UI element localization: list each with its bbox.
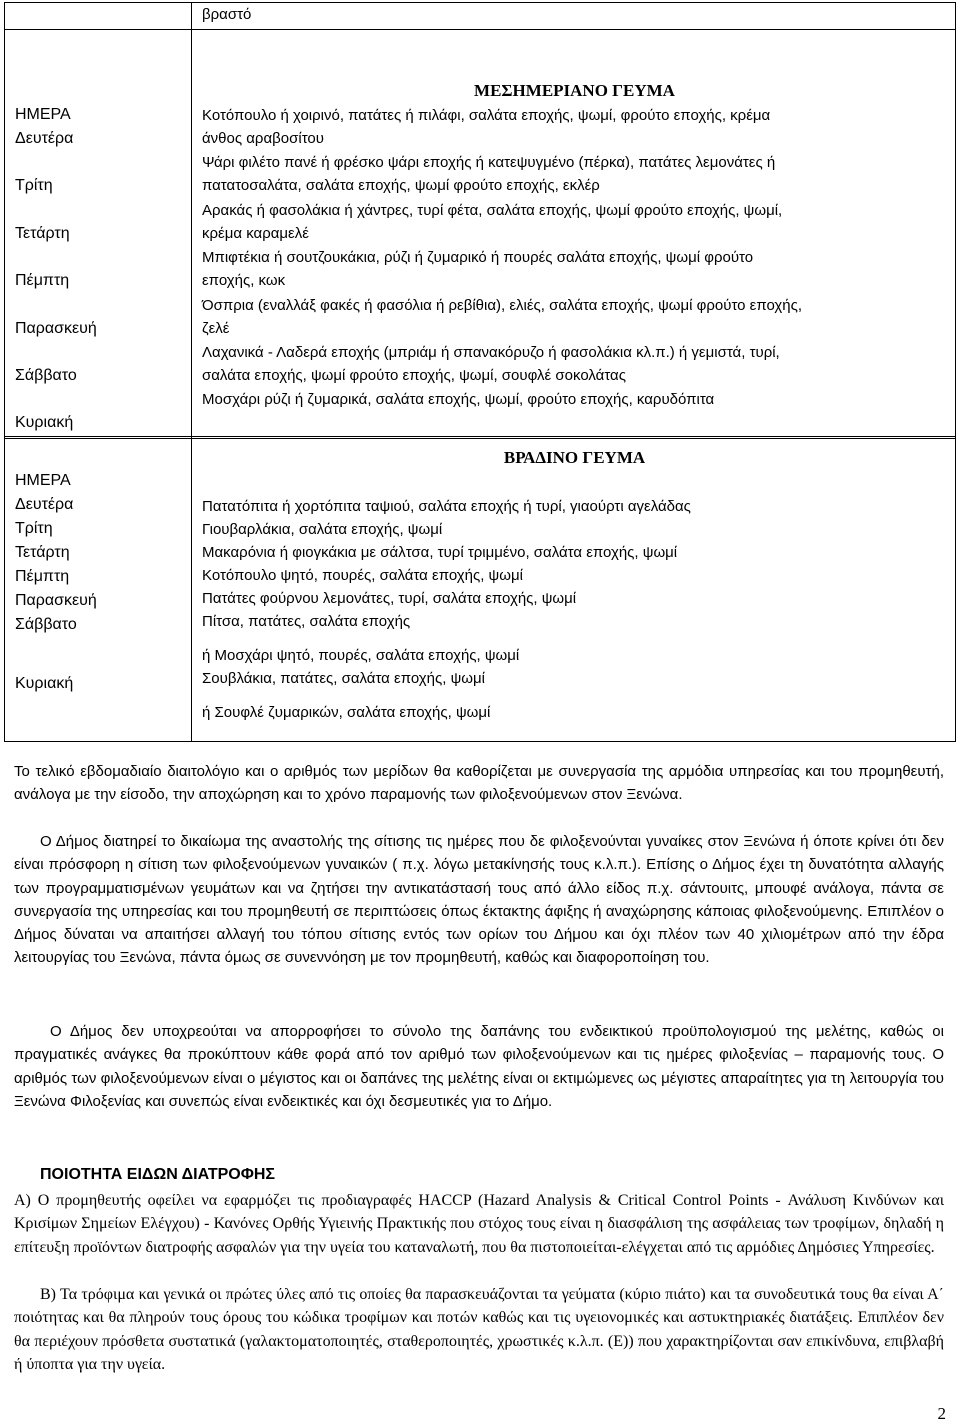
- dinner-meal: Μακαρόνια ή φιογκάκια με σάλτσα, τυρί τριμμένο, σαλάτα εποχής, ψωμί: [202, 544, 678, 561]
- stub-text: βραστό: [202, 6, 252, 23]
- lunch-meals-column: [192, 30, 956, 439]
- dinner-meal: Σουβλάκια, πατάτες, σαλάτα εποχής, ψωμί: [202, 670, 485, 687]
- paragraph-suspension: Ο Δήμος διατηρεί το δικαίωμα της αναστολής της σίτισης τις ημέρες που δε φιλοξενούνται γυναίκες στον Ξενώνα ή όποτε κρίνει ότι δεν είναι πρόσφορη η σίτιση των φιλοξενούμενων γυναικών ( π.χ. λόγω μετακίνησής τους κ.λ.π.). Επίσης ο Δήμος έχει τη δυνατότητα αλλαγής των προγραμματισμένων γευμάτων και να ζητήσει την αντικατάστασή τους από άλλο είδος π.χ. σάντουιτς, μπουφέ ανάλογα, πάντα σε συνεργασία της υπηρεσίας και του προμηθευτή σε περιπτώσεις όπως έκτακτης άφιξης ή αναχώρησης κάποιας φιλοξενούμενης. Επιπλέον ο Δήμος δύναται να απαιτήσει αλλαγή του τόπου σίτισης εντός των ορίων του Δήμου και όχι πλέον των 40 χιλιομέτρων από την έδρα λειτουργίας του Ξενώνα, πάντα όμως σε συνεννόηση με τον προμηθευτή, καθώς και διαφοροποίηση του.: [14, 833, 944, 967]
- lunch-row: [202, 104, 947, 151]
- lunch-meal-line: Ψάρι φιλέτο πανέ ή φρέσκο ψάρι εποχής ή κατεψυγμένο (πέρκα), πατάτες λεμονάτες ή: [202, 154, 776, 171]
- lunch-day: Παρασκευή: [15, 320, 97, 337]
- lunch-day-header: ΗΜΕΡΑ: [15, 106, 71, 123]
- lunch-meal-line: σαλάτα εποχής, ψωμί φρούτο εποχής, ψωμί, σουφλέ σοκολάτας: [202, 367, 626, 384]
- lunch-meal-line: Λαχανικά - Λαδερά εποχής (μπριάμ ή σπανακόρυζο ή φασολάκια κλ.π.) ή γεμιστά, τυρί,: [202, 344, 780, 361]
- dinner-day: Τετάρτη: [15, 544, 70, 561]
- lunch-row: [202, 341, 947, 388]
- dinner-meal: Πατάτες φούρνου λεμονάτες, τυρί, σαλάτα εποχής, ψωμί: [202, 590, 577, 607]
- dinner-days-column: [5, 437, 192, 742]
- dinner-meals-column: [192, 437, 956, 742]
- page-number: 2: [937, 1404, 946, 1423]
- lunch-stub-right: [192, 3, 956, 30]
- dinner-day: Τρίτη: [15, 520, 53, 537]
- lunch-row: [202, 151, 947, 199]
- quality-ingredients: Β) Τα τρόφιμα και γενικά οι πρώτες ύλες από τις οποίες θα παρασκευάζονται τα γεύματα (κύριο πιάτο) και τα συνοδευτικά τους θα είναι Α΄ ποιότητας και θα πληρούν τους όρους του κώδικα τροφίμων και ποτών καθώς και τις υγειονομικές και αστυκτηριακές διατάξεις. Επιπλέον δεν θα περιέχουν πρόσθετα συστατικά (γαλακτοματοποιητές, σταθεροποιητές, χρωστικές κ.λ.π. (Ε)) που χαρακτηρίζονται σαν επικίνδυνα, επιβλαβή ή ύποπτα για την υγεία.: [14, 1286, 944, 1373]
- lunch-meal-line: πατατοσαλάτα, σαλάτα εποχής, ψωμί φρούτο εποχής, εκλέρ: [202, 177, 600, 194]
- lunch-meal-line: Όσπρια (εναλλάξ φακές ή φασόλια ή ρεβίθια), ελιές, σαλάτα εποχής, ψωμί φρούτο εποχής,: [202, 297, 803, 314]
- dinner-table: [4, 436, 956, 742]
- lunch-row: [202, 388, 947, 414]
- dinner-meal: Κοτόπουλο ψητό, πουρές, σαλάτα εποχής, ψωμί: [202, 567, 523, 584]
- lunch-meal-line: κρέμα καραμελέ: [202, 225, 309, 242]
- lunch-day: Κυριακή: [15, 414, 74, 431]
- lunch-table: [4, 2, 956, 439]
- lunch-row: [202, 294, 947, 341]
- dinner-meal: Πατατόπιτα ή χορτόπιτα ταψιού, σαλάτα εποχής ή τυρί, γιαούρτι αγελάδας: [202, 498, 691, 515]
- lunch-days-column: [5, 30, 192, 439]
- lunch-row: [202, 246, 947, 294]
- lunch-meal-line: Κοτόπουλο ή χοιρινό, πατάτες ή πιλάφι, σαλάτα εποχής, ψωμί, φρούτο εποχής, κρέμα: [202, 107, 771, 124]
- lunch-meal-line: εποχής, κωκ: [202, 272, 286, 289]
- lunch-stub-left: [5, 3, 192, 30]
- lunch-title: ΜΕΣΗΜΕΡΙΑΝΟ ΓΕΥΜΑ: [474, 81, 675, 100]
- dinner-day: Δευτέρα: [15, 496, 74, 513]
- lunch-meal-line: άνθος αραβοσίτου: [202, 130, 324, 147]
- dinner-meal: ή Μοσχάρι ψητό, πουρές, σαλάτα εποχής, ψωμί: [202, 647, 520, 664]
- dinner-title: ΒΡΑΔΙΝΟ ΓΕΥΜΑ: [503, 448, 646, 467]
- lunch-meal-line: ζελέ: [202, 320, 230, 337]
- lunch-day: Σάββατο: [15, 367, 77, 384]
- lunch-row: [202, 199, 947, 246]
- lunch-day: Πέμπτη: [15, 272, 70, 289]
- quality-haccp: Α) Ο προμηθευτής οφείλει να εφαρμόζει τις προδιαγραφές HACCP (Hazard Analysis & Critical Control Points - Ανάλυση Κινδύνων και Κρισίμων Σημείων Ελέγχου) - Κανόνες Ορθής Υγιεινής Πρακτικής που στόχος τους είναι η διασφάλιση της ασφάλειας των τροφίμων, δηλαδή η επίτευξη προϊόντων διατροφής ασφαλών για την υγεία του καταναλωτή, που θα πιστοποιείται-ελέγχεται από τις αρμόδιες Δημόσιες Υπηρεσίες.: [14, 1192, 944, 1256]
- dinner-day: Παρασκευή: [15, 592, 97, 609]
- paragraph-budget: Ο Δήμος δεν υποχρεούται να απορροφήσει το σύνολο της δαπάνης του ενδεικτικού προϋπολογισμού της μελέτης, καθώς οι πραγματικές ανάγκες θα προκύπτουν κάθε φορά από τον αριθμό των φιλοξενούμενων και τις ημέρες φιλοξενίας – παραμονής τους. Ο αριθμός των φιλοξενούμενων είναι ο μέγιστος και οι δαπάνες της μελέτης είναι οι εκτιμώμενες ως μέγιστες απαραίτητες για τη λειτουργία του Ξενώνα Φιλοξενίας και συνεπώς είναι ενδεικτικές και όχι δεσμευτικές για το Δήμο.: [14, 1023, 944, 1110]
- dinner-day: Σάββατο: [15, 616, 77, 633]
- lunch-meal-line: Αρακάς ή φασολάκια ή χάντρες, τυρί φέτα, σαλάτα εποχής, ψωμί φρούτο εποχής, ψωμί,: [202, 202, 783, 219]
- paragraph-schedule: Το τελικό εβδομαδιαίο διαιτολόγιο και ο αριθμός των μερίδων θα καθορίζεται με συνεργασία της αρμόδια υπηρεσίας και του προμηθευτή, ανάλογα με την είσοδο, την αποχώρηση και το χρόνο παραμονής των φιλοξενούμενων στον Ξενώνα.: [14, 763, 944, 804]
- quality-heading: ΠΟΙΟΤΗΤΑ ΕΙΔΩΝ ΔΙΑΤΡΟΦΗΣ: [40, 1166, 276, 1183]
- dinner-day-header: ΗΜΕΡΑ: [15, 472, 71, 489]
- dinner-day: Κυριακή: [15, 675, 74, 692]
- dinner-meal: ή Σουφλέ ζυμαρικών, σαλάτα εποχής, ψωμί: [202, 704, 491, 721]
- dinner-day: Πέμπτη: [15, 568, 70, 585]
- lunch-meal-line: Μπιφτέκια ή σουτζουκάκια, ρύζι ή ζυμαρικό ή πουρές σαλάτα εποχής, ψωμί φρούτο: [202, 249, 754, 266]
- lunch-day: Τρίτη: [15, 177, 53, 194]
- dinner-meal: Γιουβαρλάκια, σαλάτα εποχής, ψωμί: [202, 521, 443, 538]
- lunch-meal-line: Μοσχάρι ρύζι ή ζυμαρικά, σαλάτα εποχής, ψωμί, φρούτο εποχής, καρυδόπιτα: [202, 391, 715, 408]
- lunch-day: Τετάρτη: [15, 225, 70, 242]
- lunch-day: Δευτέρα: [15, 130, 74, 147]
- dinner-meal: Πίτσα, πατάτες, σαλάτα εποχής: [202, 613, 411, 630]
